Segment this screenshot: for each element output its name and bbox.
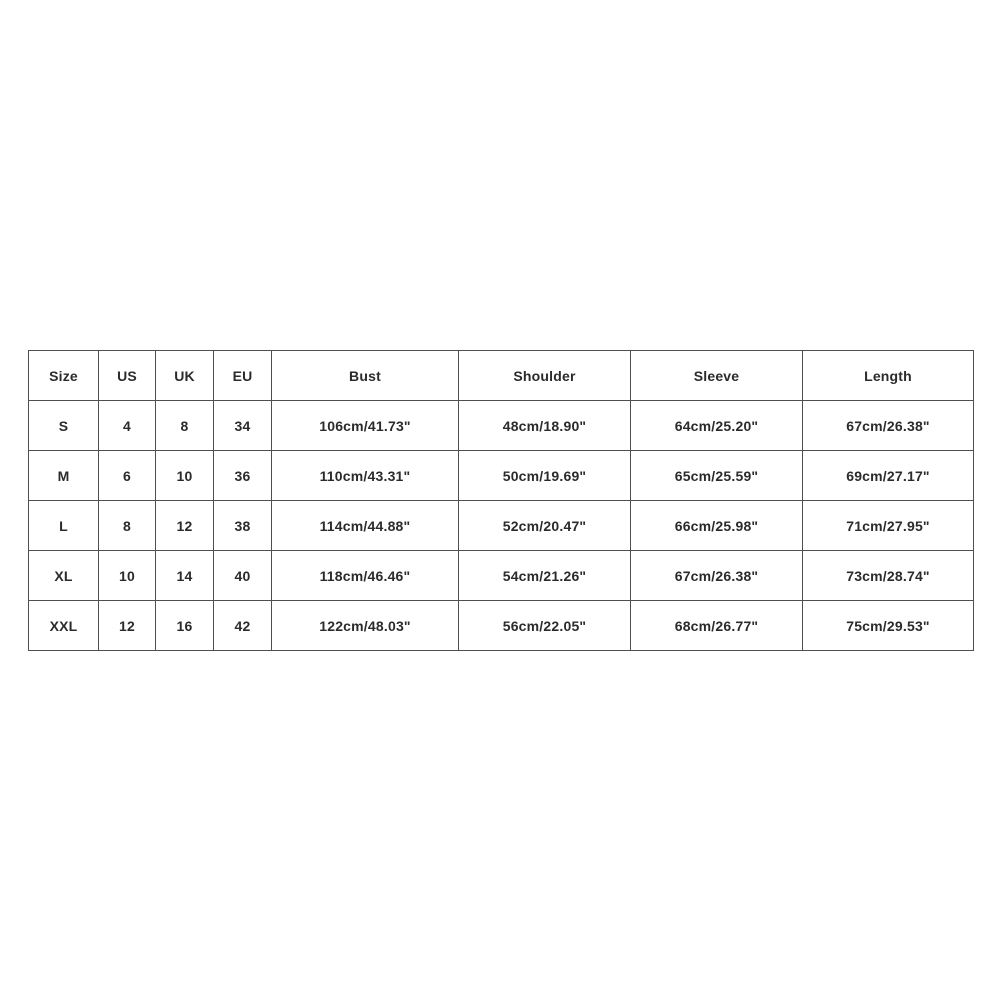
- column-header: Length: [803, 351, 974, 401]
- table-cell: 75cm/29.53": [803, 601, 974, 651]
- table-row: [29, 601, 974, 651]
- table-cell: 42: [214, 601, 272, 651]
- table-cell: L: [29, 501, 99, 551]
- column-header: UK: [156, 351, 214, 401]
- table-cell: 48cm/18.90": [459, 401, 631, 451]
- table-cell: 4: [99, 401, 156, 451]
- table-cell: 10: [156, 451, 214, 501]
- table-cell: 66cm/25.98": [631, 501, 803, 551]
- table-row: [29, 401, 974, 451]
- table-cell: 50cm/19.69": [459, 451, 631, 501]
- table-cell: 8: [99, 501, 156, 551]
- table-cell: XXL: [29, 601, 99, 651]
- table-cell: 110cm/43.31": [272, 451, 459, 501]
- table-cell: 40: [214, 551, 272, 601]
- table-cell: 118cm/46.46": [272, 551, 459, 601]
- table-cell: 106cm/41.73": [272, 401, 459, 451]
- table-cell: 36: [214, 451, 272, 501]
- column-header: Sleeve: [631, 351, 803, 401]
- table-cell: 16: [156, 601, 214, 651]
- table-cell: 10: [99, 551, 156, 601]
- table-cell: 69cm/27.17": [803, 451, 974, 501]
- table-row: [29, 451, 974, 501]
- table-cell: 6: [99, 451, 156, 501]
- table-cell: 8: [156, 401, 214, 451]
- column-header: US: [99, 351, 156, 401]
- size-chart-table: [28, 350, 974, 651]
- table-cell: 67cm/26.38": [631, 551, 803, 601]
- table-cell: 34: [214, 401, 272, 451]
- table-row: [29, 501, 974, 551]
- column-header: EU: [214, 351, 272, 401]
- table-cell: 68cm/26.77": [631, 601, 803, 651]
- table-cell: S: [29, 401, 99, 451]
- column-header: Bust: [272, 351, 459, 401]
- size-chart: [28, 350, 973, 651]
- table-header-row: [29, 351, 974, 401]
- table-cell: 52cm/20.47": [459, 501, 631, 551]
- table-cell: 65cm/25.59": [631, 451, 803, 501]
- table-cell: 122cm/48.03": [272, 601, 459, 651]
- table-cell: 54cm/21.26": [459, 551, 631, 601]
- column-header: Shoulder: [459, 351, 631, 401]
- table-cell: 67cm/26.38": [803, 401, 974, 451]
- table-cell: 12: [156, 501, 214, 551]
- column-header: Size: [29, 351, 99, 401]
- table-row: [29, 551, 974, 601]
- table-cell: 71cm/27.95": [803, 501, 974, 551]
- table-cell: 14: [156, 551, 214, 601]
- table-cell: 114cm/44.88": [272, 501, 459, 551]
- table-cell: 12: [99, 601, 156, 651]
- table-cell: M: [29, 451, 99, 501]
- table-cell: XL: [29, 551, 99, 601]
- table-cell: 73cm/28.74": [803, 551, 974, 601]
- size-chart-header: [29, 351, 974, 401]
- table-cell: 56cm/22.05": [459, 601, 631, 651]
- size-chart-body: [29, 401, 974, 651]
- table-cell: 38: [214, 501, 272, 551]
- table-cell: 64cm/25.20": [631, 401, 803, 451]
